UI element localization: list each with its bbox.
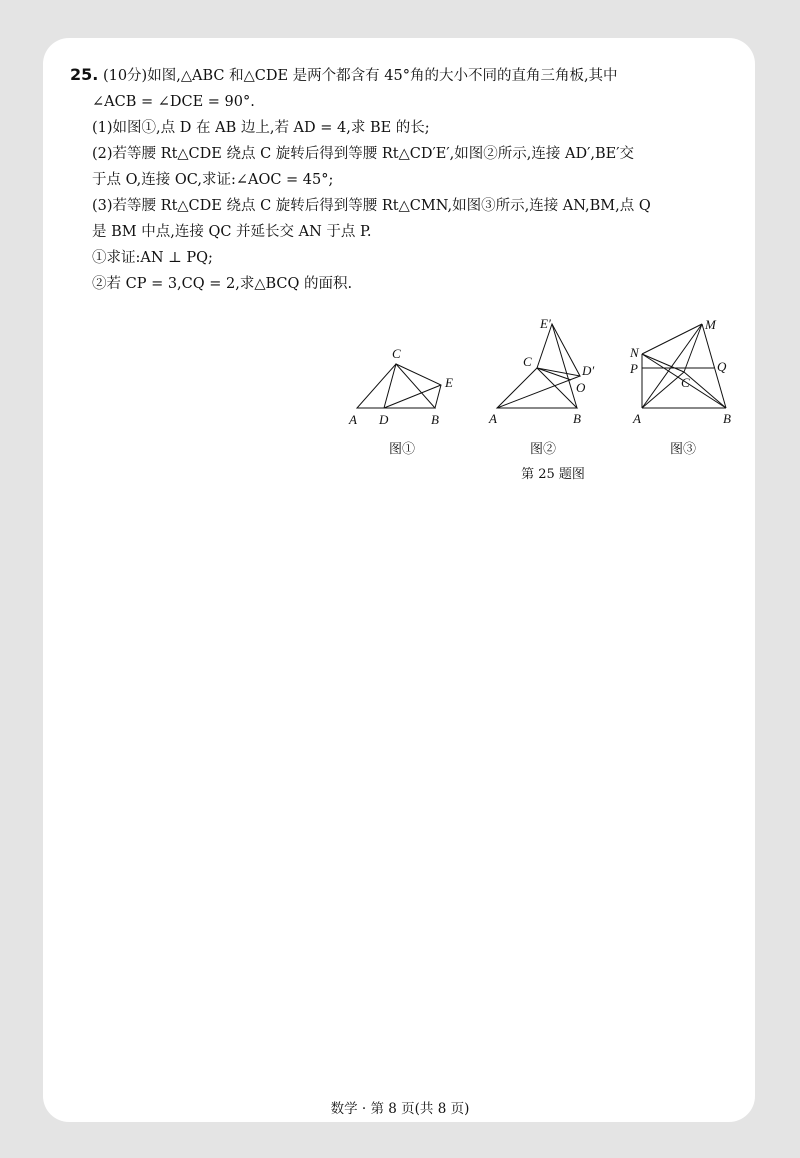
question-part-2: (2)若等腰 Rt△CDE 绕点 C 旋转后得到等腰 Rt△CD′E′,如图②所示,连接 AD′,BE′交 (92, 146, 635, 162)
question-part-3-ii: ②若 CP = 3,CQ = 2,求△BCQ 的面积. (92, 276, 353, 292)
question-line-1: 25. (10分)如图,△ABC 和△CDE 是两个都含有 45°角的大小不同的直角三角板,其中 (70, 65, 618, 84)
triangle-abc (497, 368, 577, 408)
question-part-2-cont: 于点 O,连接 OC,求证:∠AOC = 45°; (92, 172, 334, 188)
label-B: B (723, 411, 731, 426)
label-D: D (379, 412, 389, 427)
question-25 (70, 62, 730, 297)
segment-ad (497, 376, 580, 408)
figure-3-caption: 图③ (669, 442, 696, 457)
question-number: 25. (70, 65, 99, 84)
label-O: O (576, 380, 586, 395)
question-part-3-cont: 是 BM 中点,连接 QC 并延长交 AN 于点 P. (92, 224, 372, 240)
triangle-cde (384, 364, 441, 408)
question-part-3-i: ①求证:AN ⊥ PQ; (92, 250, 213, 266)
figure-1-caption: 图① (388, 442, 415, 457)
page-footer: 数学 · 第 8 页(共 8 页) (330, 1101, 470, 1117)
figure-1 (345, 340, 470, 430)
triangle-cde-rotated (537, 324, 580, 376)
label-D-prime: D′ (582, 363, 595, 378)
label-A: A (489, 411, 497, 426)
label-N: N (630, 345, 639, 360)
figure-2-caption: 图② (529, 442, 556, 457)
figure-group-caption: 第 25 题图 (521, 467, 585, 482)
label-C: C (681, 375, 690, 390)
segment-cn (642, 354, 684, 372)
label-A: A (349, 412, 357, 427)
figure-3 (625, 312, 745, 430)
label-B: B (573, 411, 581, 426)
question-part-1: (1)如图①,点 D 在 AB 边上,若 AD = 4,求 BE 的长; (92, 120, 430, 136)
question-line-2: ∠ACB = ∠DCE = 90°. (92, 94, 255, 110)
label-E-prime: E′ (540, 316, 551, 331)
label-Q: Q (717, 359, 727, 374)
label-M: M (705, 317, 716, 332)
label-A: A (633, 411, 641, 426)
label-P: P (630, 361, 638, 376)
label-C: C (523, 354, 532, 369)
label-B: B (431, 412, 439, 427)
triangle-abc (357, 364, 435, 408)
segment-nm (642, 324, 702, 354)
label-C: C (392, 346, 401, 361)
figure-2 (485, 312, 610, 430)
question-part-3: (3)若等腰 Rt△CDE 绕点 C 旋转后得到等腰 Rt△CMN,如图③所示,连接 AN,BM,点 Q (92, 198, 651, 214)
label-E: E (445, 375, 453, 390)
segment-bc (684, 372, 726, 408)
segment-am (642, 324, 702, 408)
